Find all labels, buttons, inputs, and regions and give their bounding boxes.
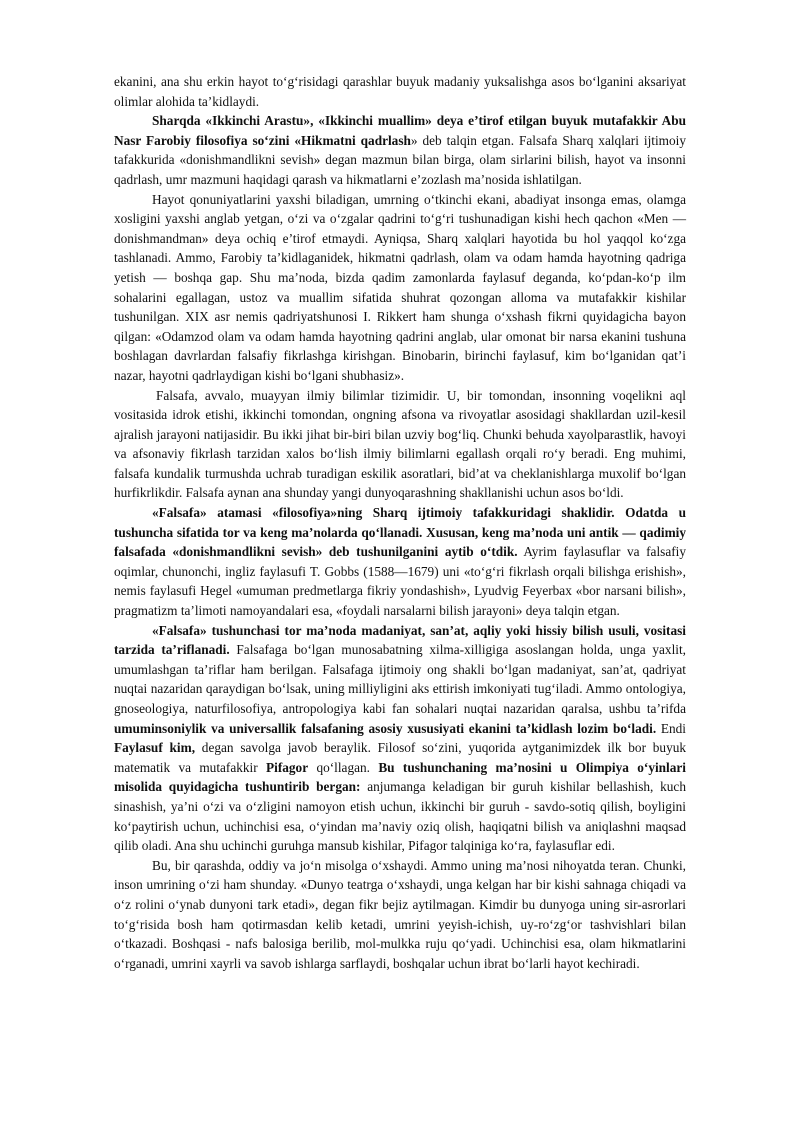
paragraph-2 (114, 111, 686, 189)
document-page (114, 72, 686, 973)
paragraph-2-text: » deb talqin etgan. Falsafa Sharq xalqlari ijtimoiy tafakkurida «donishmandlikni sevish» degan mazmun bilan birga, olam sirlarini bilish, hayot va insonni qadrlash, umr mazmuni haqidagi qarash va hikmatlarni e’zozlash ma’nosida ishlatilgan. (114, 132, 686, 187)
paragraph-3-text: Hayot qonuniyatlarini yaxshi biladigan, umrning o‘tkinchi ekani, abadiyat insonga emas, olamga xosligini yaxshi anglab yetgan, o‘zi va o‘zgalar qadrini to‘g‘ri tushunadigan kishi hech qachon «Men — donishmandman» deya ochiq e’tirof etmaydi. Ayniqsa, Sharq xalqlari hayotida bu hol yaqqol ko‘zga tashlanadi. Ammo, Farobiy ta’kidlaganidek, hikmatni qadrlash, olam va odam hamda hayotning qadriga yetish — boshqa gap. Shu ma’noda, bizda qadim zamonlarda faylasuf deganda, ko‘pdan-ko‘p ilm sohalarini egallagan, ustoz va muallim sifatida shuhrat qozongan alloma va mutafakkir kishilar tushunilgan. XIX asr nemis qadriyatshunosi I. Rikkert ham shunga o‘xshash fikrni quyidagicha bayon qilgan: «Odamzod olam va odam hamda hayotning qadrini anglab, ular omonat bir narsa ekanini tushuna boshlagan davrlardan falsafiy fikrlashga kirishgan. Binobarin, birinchi faylasuf, kim bo‘lganidan qat’i nazar, hayotni qadrlaydigan kishi bo‘lgani shubhasiz». (114, 191, 686, 383)
paragraph-1-text: ekanini, ana shu erkin hayot to‘g‘risidagi qarashlar buyuk madaniy yuksalishga asos bo‘lganini aksariyat olimlar alohida ta’kidlaydi. (114, 74, 686, 109)
paragraph-7-text: Bu, bir qarashda, oddiy va jo‘n misolga o‘xshaydi. Ammo uning ma’nosi nihoyatda teran. Chunki, inson umrining o‘zi ham shunday. «Dunyo teatrga o‘xshaydi, unga kelgan har bir kishi sahnaga chiqadi va o‘z rolini o‘ynab dunyoni tark etadi», degan fikr bejiz aytilmagan. Kimdir bu dunyoga uning sir-asrorlari to‘g‘risida bosh ham qotirmasdan kelib ketadi, umrini yeyish-ichish, uy-ro‘zg‘or tashvishlari bilan o‘tkazadi. Boshqasi - nafs balosiga berilib, mol-mulkka ruju qo‘yadi. Uchinchisi esa, olam hikmatlarini o‘rganadi, umrini xayrli va savob ishlarga sarflaydi, boshqalar uchun ibrat bo‘larli hayot kechiradi. (114, 857, 686, 971)
paragraph-6-bold-d: Faylasuf kim, (114, 740, 196, 756)
paragraph-1 (114, 72, 686, 111)
paragraph-5-text: Ayrim faylasuflar va falsafiy oqimlar, chunonchi, ingliz faylasufi T. Gobbs (1588—1679) uni «to‘g‘ri fikrlash orqali bilishga erishish», nemis faylasufi Hegel «umuman predmetlarga fikriy yondashish», Lyudvig Feyerbax «bor narsani bilish», pragmatizm ta’limoti namoyandalari esa, «foydali narsalarni bilish jarayoni» deya talqin etgan. (114, 544, 686, 619)
paragraph-6 (114, 621, 686, 856)
paragraph-6-text-i: anjumanga keladigan bir guruh kishilar bellashish, kuch sinashish, ya’ni o‘zi va o‘zligini namoyon etish uchun, ikkinchi bir guruh - savdo-sotiq qilish, boyligini ko‘paytirish uchun, uchinchisi esa, o‘yindan ma’naviy oziq olish, haqiqatni bilish va aniqlashni maqsad qilib oladi. Ana shu uchinchi guruhga mansub kishilar, Pifagor talqiniga ko‘ra, faylasuflar edi. (114, 779, 686, 854)
paragraph-4 (114, 386, 686, 504)
paragraph-4-text: Falsafa, avvalo, muayyan ilmiy bilimlar tizimidir. U, bir tomondan, insonning voqelikni aql vositasida idrok etishi, ikkinchi tomondan, ongning afsona va rivoyatlar asosidagi shakllardan uzil-kesil ajralish jarayoni natijasidir. Bu ikki jihat bir-biri bilan uzviy bog‘liq. Chunki behuda xayolparastlik, havoyi va afsonaviy fikrlash tarzidan xalos bo‘lish ilmiy bilimlarni egallash orqali ro‘y beradi. Eng muhimi, falsafa kundalik turmushda uchrab turadigan eskilik asoratlari, bid’at va cheklanishlarga muxolif bo‘lgan hurfikrlikdir. Falsafa aynan ana shunday yangi dunyoqarashning shakllanishi uchun asos bo‘ldi. (114, 387, 686, 501)
paragraph-7 (114, 856, 686, 974)
paragraph-6-text-c: Endi (656, 720, 686, 736)
paragraph-6-bold-lead: «Falsafa» tushunchasi tor ma’noda madaniyat, san’at, aqliy yoki hissiy bilish usuli, vositasi tarzida ta’riflanadi. (114, 622, 686, 658)
paragraph-6-text-a: Falsafaga bo‘lgan munosabatning xilma-xilligiga asoslangan holda, unga yaxlit, umumlashgan ta’riflar ham berilgan. Falsafaga ijtimoiy ong shakli bo‘lgan madaniyat, san’at, qadriyat nuqtai nazaridan qaraydigan bo‘lsak, uning milliyligini aks ettirish imkoniyati tug‘iladi. Ammo ontologiya, gnoseologiya, naturfilosofiya, antropologiya kabi fan sohalari nuqtai nazaridan qaralsa, ushbu ta’rifda (114, 642, 686, 716)
paragraph-5-bold-lead: «Falsafa» atamasi «filosofiya»ning Sharq ijtimoiy tafakkuridagi shaklidir. Odatda u tushuncha sifatida tor va keng ma’nolarda qo‘llanadi. Xususan, keng ma’noda uni antik — qadimiy falsafada «donishmandlikni sevish» deb tushunilganini aytib o‘tdik. (114, 505, 686, 560)
paragraph-6-bold-f: Pifagor (266, 759, 309, 775)
paragraph-5 (114, 503, 686, 621)
paragraph-6-bold-h: Bu tushunchaning ma’nosini u Olimpiya o‘yinlari misolida quyidagicha tushuntirib bergan: (114, 759, 686, 795)
paragraph-2-bold-lead: Sharqda «Ikkinchi Arastu», «Ikkinchi muallim» deya e’tirof etilgan buyuk mutafakkir Abu Nasr Farobiy filosofiya so‘zini «Hikmatni qadrlash (114, 113, 686, 148)
paragraph-3 (114, 190, 686, 386)
paragraph-6-text-g: qo‘llagan. (308, 759, 379, 775)
paragraph-6-text-e: degan savolga javob beraylik. Filosof so‘zini, yuqorida aytganimizdek ilk bor buyuk matematik va mutafakkir (114, 740, 687, 775)
paragraph-6-bold-b: umuminsoniylik va universallik falsafaning asosiy xususiyati ekanini ta’kidlash lozim bo‘ladi. (114, 720, 657, 736)
